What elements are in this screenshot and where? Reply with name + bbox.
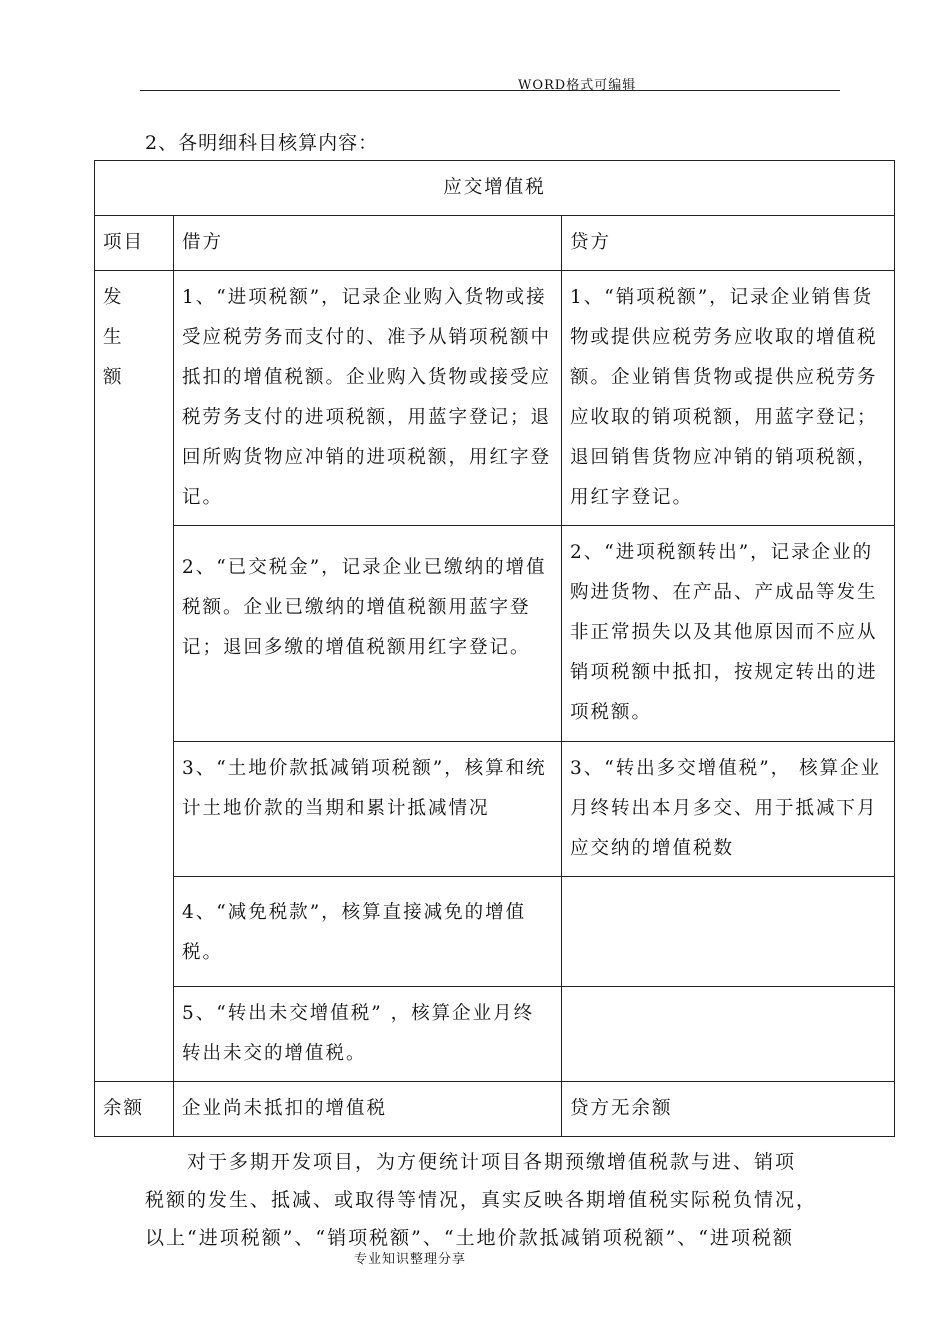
side-label-occurrence [95,271,174,1082]
vat-account-table [94,160,895,1137]
table-row [95,742,895,877]
credit-cell-5 [562,987,895,1082]
balance-credit: 贷方无余额 [562,1082,895,1137]
debit-cell-3: 3、“土地价款抵减销项税额”，核算和统计土地价款的当期和累计抵减情况 [174,742,562,877]
body-paragraph [145,1143,845,1257]
page-footer-text: 专业知识整理分享 [354,1252,467,1267]
balance-row [95,1082,895,1137]
credit-cell-1: 1、“销项税额”，记录企业销售货物或提供应税劳务应收取的增值税额。企业销售货物或提供应税劳务应收取的销项税额，用蓝字登记；退回销售货物应冲销的销项税额，用红字登记。 [562,271,895,526]
col-header-credit: 贷方 [562,216,895,271]
table-row [95,271,895,526]
balance-debit: 企业尚未抵扣的增值税 [174,1082,562,1137]
credit-cell-2: 2、“进项税额转出”，记录企业的购进货物、在产品、产成品等发生非正常损失以及其他原因而不应从销项税额中抵扣，按规定转出的进项税额。 [562,526,895,742]
debit-cell-2: 2、“已交税金”，记录企业已缴纳的增值税额。企业已缴纳的增值税额用蓝字登记；退回多缴的增值税额用红字登记。 [174,526,562,742]
table-title-row [95,161,895,216]
table-row [95,987,895,1082]
side-label-line1: 发生 [103,287,152,348]
credit-cell-3: 3、“转出多交增值税”， 核算企业月终转出本月多交、用于抵减下月应交纳的增值税数 [562,742,895,877]
side-label-line2: 额 [103,367,124,388]
table-row [95,526,895,742]
credit-cell-4 [562,877,895,987]
header-rule [140,90,840,91]
col-header-item: 项目 [95,216,174,271]
paragraph-line: 以上“进项税额”、“销项税额”、“土地价款抵减销项税额”、“进项税额 [145,1227,794,1249]
table-header-row [95,216,895,271]
debit-cell-1: 1、“进项税额”，记录企业购入货物或接受应税劳务而支付的、准予从销项税额中抵扣的增值税额。企业购入货物或接受应税劳务支付的进项税额，用蓝字登记；退回所购货物应冲销的进项税额，用红字登记。 [174,271,562,526]
debit-cell-4: 4、“减免税款”，核算直接减免的增值税。 [174,877,562,987]
page-header-text: WORD格式可编辑 [518,78,637,93]
balance-label: 余额 [95,1082,174,1137]
section-heading: 2、各明细科目核算内容： [145,132,379,154]
col-header-debit: 借方 [174,216,562,271]
table-title: 应交增值税 [95,161,895,216]
debit-cell-5: 5、“转出未交增值税” ，核算企业月终转出未交的增值税。 [174,987,562,1082]
paragraph-line: 税额的发生、抵减、或取得等情况，真实反映各期增值税实际税负情况， [145,1189,818,1211]
table-row [95,877,895,987]
paragraph-line: 对于多期开发项目，为方便统计项目各期预缴增值税款与进、销项 [145,1151,797,1173]
